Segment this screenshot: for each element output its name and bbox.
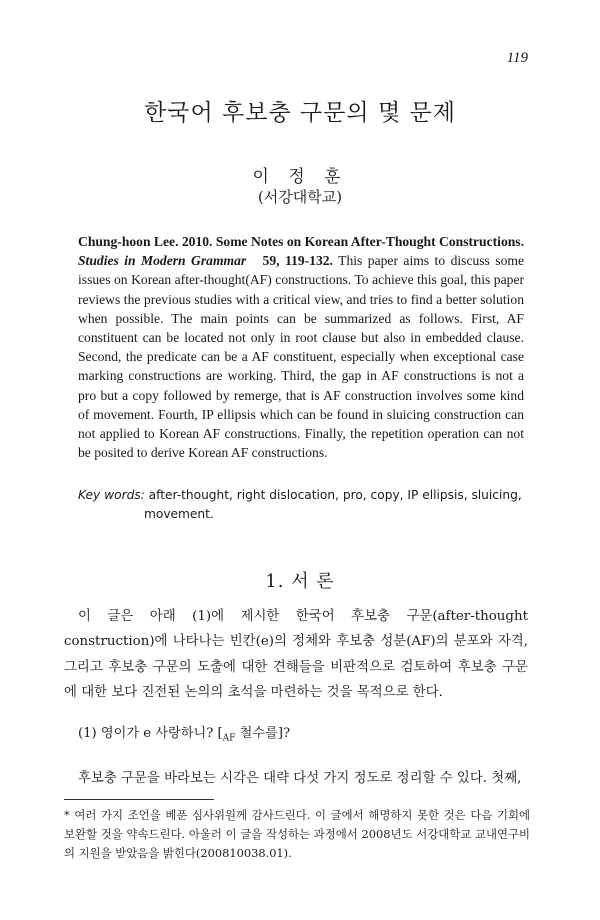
paragraph-2: 후보충 구문을 바라보는 시각은 대략 다섯 가지 정도로 정리할 수 있다. 첫째, — [78, 771, 522, 786]
author-affiliation: (서강대학교) — [257, 188, 343, 206]
footnote-divider — [64, 799, 214, 800]
page-number: 119 — [506, 50, 528, 66]
abstract — [78, 232, 524, 462]
footnote: * 여러 가지 조언을 베푼 심사위원께 감사드린다. 이 글에서 해명하지 못한 것은 다음 기회에 보완할 것을 약속드린다. 아울러 이 글을 작성하는 과정에서 2008년도 서강대학교 교내연구비의 지원을 받았음을 밝힌다(200810038.01). — [64, 808, 530, 860]
intro-paragraph-text: 이 글은 아래 (1)에 제시한 한국어 후보충 구문(after-thought construction)에 나타나는 빈칸(e)의 정체와 후보충 성분(AF)의 분포와 자격, 그리고 후보충 구문의 도출에 대한 견해들을 비판적으로 검토하여 후보충 구문에 대한 보다 진전된 논의의 초석을 마련하는 것을 목적으로 한다. — [64, 609, 528, 701]
keywords-line-1: after-thought, right dislocation, pro, copy, IP ellipsis, sluicing, — [148, 488, 522, 502]
intro-paragraph — [64, 604, 528, 706]
abstract-citation: Chung-hoon Lee. 2010. Some Notes on Korean After-Thought Constructions. — [78, 234, 524, 249]
paper-title: 한국어 후보충 구문의 몇 문제 — [144, 100, 456, 126]
example-text-end: 철수를]? — [235, 726, 291, 741]
abstract-body: This paper aims to discuss some issues on Korean after-thought(AF) constructions. To achieve this goal, this paper reviews the previous studies with a critical view, and tries to find a better solution when possible. The main points can be summarized as follows. First, AF constituent can be located not only in root clause but also in embedded clause. Second, the predicate can be a AF constituent, especially when exceptional case marking constructions are working. Third, the gap in AF constructions is not a pro but a copy followed by remerge, that is AF construction involves some kind of movement. Fourth, IP ellipsis which can be found in sluicing construction can not applied to Korean AF constructions. Finally, the repetition operation can not be posited to derive Korean AF constructions. — [78, 253, 524, 461]
keywords-label: Key words: — [78, 488, 145, 502]
author-name: 이 정 훈 — [252, 167, 348, 187]
example-1 — [78, 722, 290, 744]
journal-volume-pages: 59, 119-132. — [262, 253, 333, 269]
example-text: 영이가 e 사랑하니? [ — [100, 726, 223, 741]
example-subscript: AF — [222, 733, 236, 744]
journal-name: Studies in Modern Grammar — [78, 253, 247, 269]
section-heading: 1. 서 론 — [265, 571, 335, 592]
example-number: (1) — [78, 726, 97, 741]
keywords-line-2: movement. — [144, 507, 214, 521]
keywords — [78, 486, 524, 524]
